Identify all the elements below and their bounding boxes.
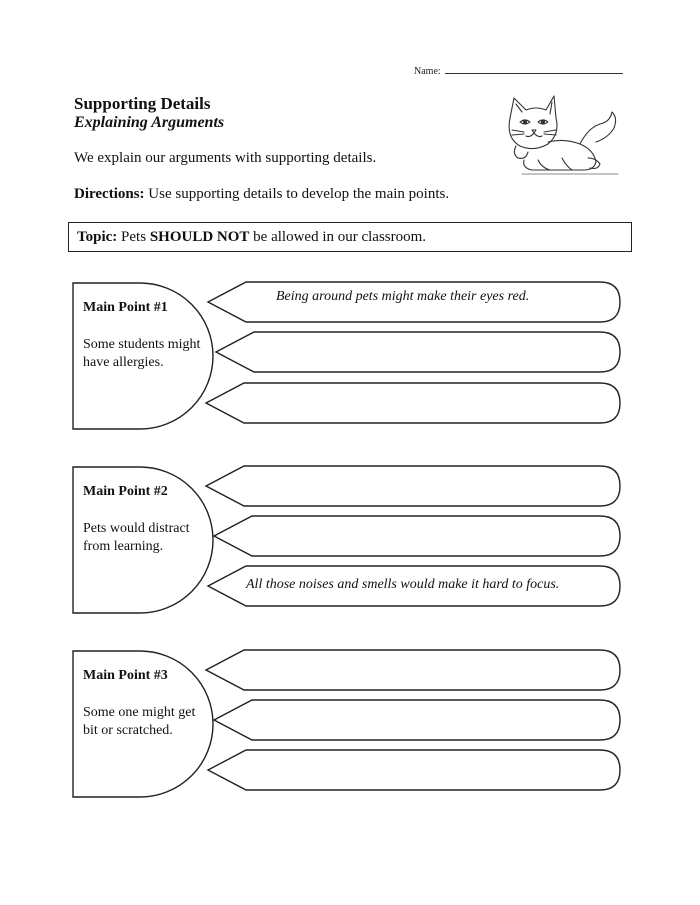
main-point-organizer-2 — [68, 464, 632, 618]
topic-emphasis: SHOULD NOT — [149, 229, 250, 245]
kitten-icon — [492, 88, 626, 180]
main-point-text: Some students might have allergies. — [83, 337, 201, 370]
detail-field[interactable]: All those noises and smells would make it hard to focus. — [246, 577, 560, 592]
topic-text-pre: Pets — [117, 229, 150, 245]
main-point-organizer-3 — [68, 648, 632, 802]
topic-label: Topic: — [77, 229, 118, 245]
page-title: Supporting Details — [74, 94, 211, 113]
topic-box — [68, 222, 632, 252]
name-line[interactable] — [445, 72, 623, 74]
main-point-title: Main Point #1 — [83, 300, 168, 315]
directions-label: Directions: — [74, 186, 145, 202]
name-field[interactable] — [414, 66, 623, 77]
directions — [74, 186, 449, 203]
detail-field[interactable]: Being around pets might make their eyes red. — [276, 289, 530, 304]
topic-text-post: be allowed in our classroom. — [249, 229, 427, 245]
main-point-text: Pets would distract from learning. — [83, 521, 190, 554]
main-point-title: Main Point #2 — [83, 484, 168, 499]
directions-text: Use supporting details to develop the main points. — [144, 186, 450, 202]
intro-text: We explain our arguments with supporting details. — [74, 150, 377, 166]
topic-text — [77, 229, 426, 246]
name-label: Name: — [414, 66, 441, 77]
page-subtitle: Explaining Arguments — [74, 114, 225, 131]
main-point-title: Main Point #3 — [83, 668, 168, 683]
main-point-text: Some one might get bit or scratched. — [83, 705, 196, 738]
main-point-organizer-1 — [68, 280, 632, 434]
